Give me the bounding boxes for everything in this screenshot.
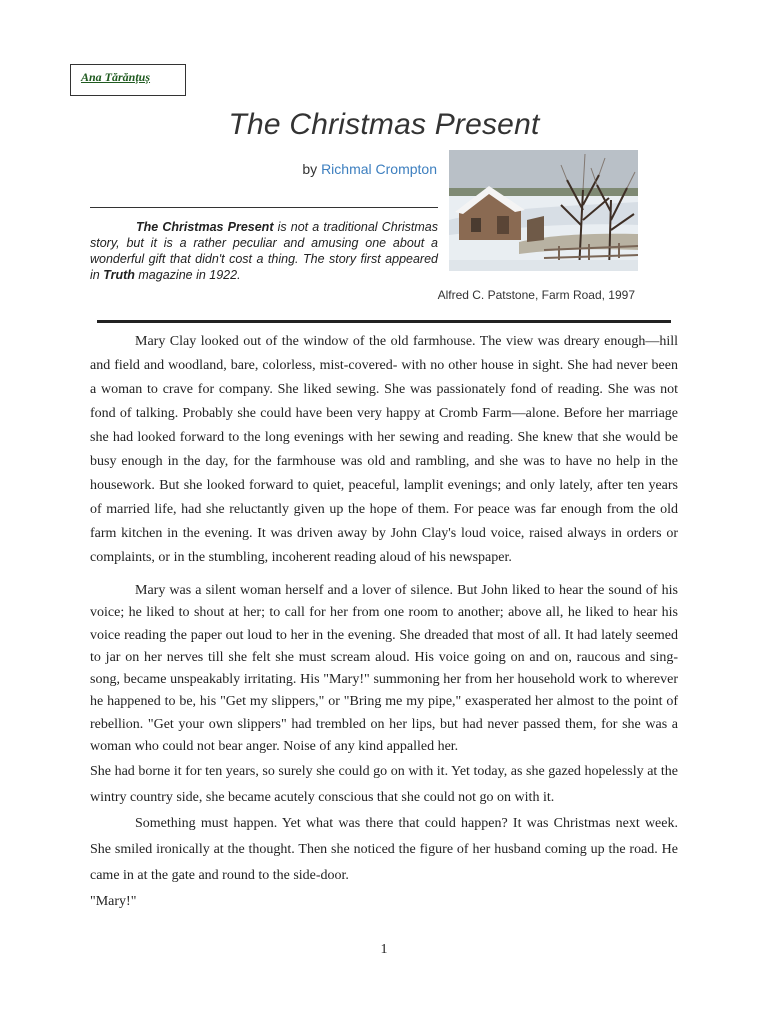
author-tag-box xyxy=(70,64,186,96)
byline xyxy=(200,161,437,177)
image-caption: Alfred C. Patstone, Farm Road, 1997 xyxy=(437,288,635,302)
paragraph-3: She had borne it for ten years, so surely she could go on with it. Yet today, as she gazed hopelessly at the wintry country side, she became acutely conscious that she could not go on with it. xyxy=(90,764,678,806)
story-body xyxy=(90,330,678,915)
intro-text-1: is not a traditional Christmas story, but it is a rather peculiar and amusing one about a wonderful gift that didn't cost a thing. The story first appeared in xyxy=(90,220,438,282)
author-tag: Ana Tărănțuș xyxy=(81,70,151,84)
intro-text-2: magazine in 1922. xyxy=(134,268,241,282)
paragraph-5: "Mary!" xyxy=(90,894,137,910)
intro-lead: The Christmas Present xyxy=(136,220,274,234)
intro-paragraph xyxy=(90,219,438,283)
by-prefix: by xyxy=(302,161,318,177)
page-title: The Christmas Present xyxy=(228,108,540,141)
intro-magazine: Truth xyxy=(103,268,135,282)
paragraph-1: Mary Clay looked out of the window of the old farmhouse. The view was dreary enough—hill and field and woodland, bare, colorless, mist-covered- with no other house in sight. She had never been a woman to crave for company. She liked sewing. She was passionately fond of reading. She was not fond of talking. Probably she could have been very happy at Cromb Farm—alone. Before her marriage she had looked forward to the long evenings with her sewing and reading. She knew that she would be busy enough in the day, for the farmhouse was old and rambling, and she was to have no help in the housework. But she looked forward to quiet, peaceful, lamplit evenings; and only lately, after ten years of married life, had she reluctantly given up the hope of them. For peace was far enough from the old farm kitchen in the evening. It was driven away by John Clay's loud voice, raised always in orders or complaints, or in the stumbling, incoherent reading aloud of his newspaper. xyxy=(90,334,678,565)
intro-divider xyxy=(90,207,438,208)
paragraph-4: Something must happen. Yet what was there that could happen? It was Christmas next week. She smiled ironically at the thought. Then she noticed the figure of her husband coming up the road. He came in at the gate and round to the side-door. xyxy=(90,816,678,884)
page-number: 1 xyxy=(380,942,388,957)
paragraph-2: Mary was a silent woman herself and a lover of silence. But John liked to hear the sound of his voice; he liked to shout at her; to call for her from one room to another; above all, he liked to hear his voice reading the paper out loud to her in the evening. She dreaded that most of all. It had lately seemed to jar on her nerves till she felt she must scream aloud. His voice going on and on, raucous and sing-song, became unspeakably irritating. His "Mary!" summoning her from her household work to wherever he happened to be, his "Get my slippers," or "Bring me my pipe," exasperated her almost to the point of rebellion. "Get your own slippers" had trembled on her lips, but had never passed them, for she was a woman who could not bear anger. Noise of any kind appalled her. xyxy=(90,583,678,755)
farm-road-painting xyxy=(449,150,638,271)
section-divider xyxy=(97,320,671,323)
author-link[interactable]: Richmal Crompton xyxy=(321,161,437,177)
